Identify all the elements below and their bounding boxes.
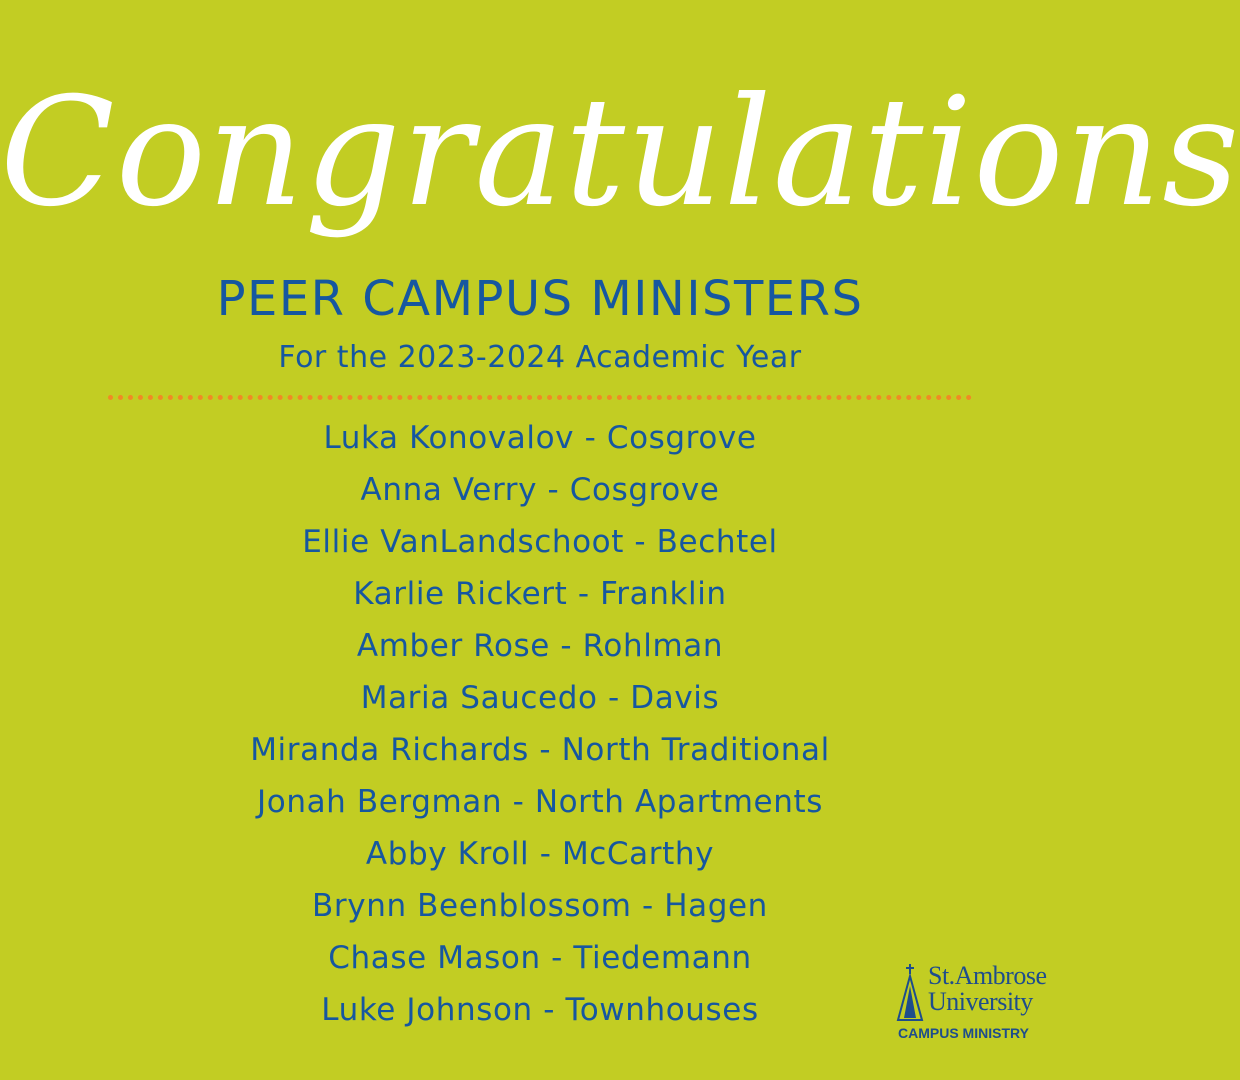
list-item: Jonah Bergman - North Apartments <box>257 784 823 820</box>
list-item: Karlie Rickert - Franklin <box>353 576 727 612</box>
list-item: Luke Johnson - Townhouses <box>321 992 759 1028</box>
university-logo <box>896 962 1056 1046</box>
dotted-divider <box>108 395 972 400</box>
list-item: Anna Verry - Cosgrove <box>360 472 720 508</box>
list-item: Brynn Beenblossom - Hagen <box>312 888 768 924</box>
list-item: Abby Kroll - McCarthy <box>365 836 715 872</box>
logo-line-2: University <box>928 987 1033 1016</box>
list-item: Chase Mason - Tiedemann <box>328 940 752 976</box>
spire-cross-icon <box>896 962 924 1022</box>
subtitle: For the 2023-2024 Academic Year <box>278 340 802 375</box>
list-item: Luka Konovalov - Cosgrove <box>323 420 757 456</box>
page-title: PEER CAMPUS MINISTERS <box>216 271 864 327</box>
headline: Congratulations <box>0 66 1240 240</box>
logo-line-1: St.Ambrose <box>928 961 1047 990</box>
list-item: Maria Saucedo - Davis <box>360 680 720 716</box>
list-item: Amber Rose - Rohlman <box>356 628 724 664</box>
list-item: Miranda Richards - North Traditional <box>250 732 830 768</box>
list-item: Ellie VanLandschoot - Bechtel <box>302 524 778 560</box>
logo-line-3: CAMPUS MINISTRY <box>898 1025 1029 1041</box>
ministers-list <box>0 412 1080 1036</box>
